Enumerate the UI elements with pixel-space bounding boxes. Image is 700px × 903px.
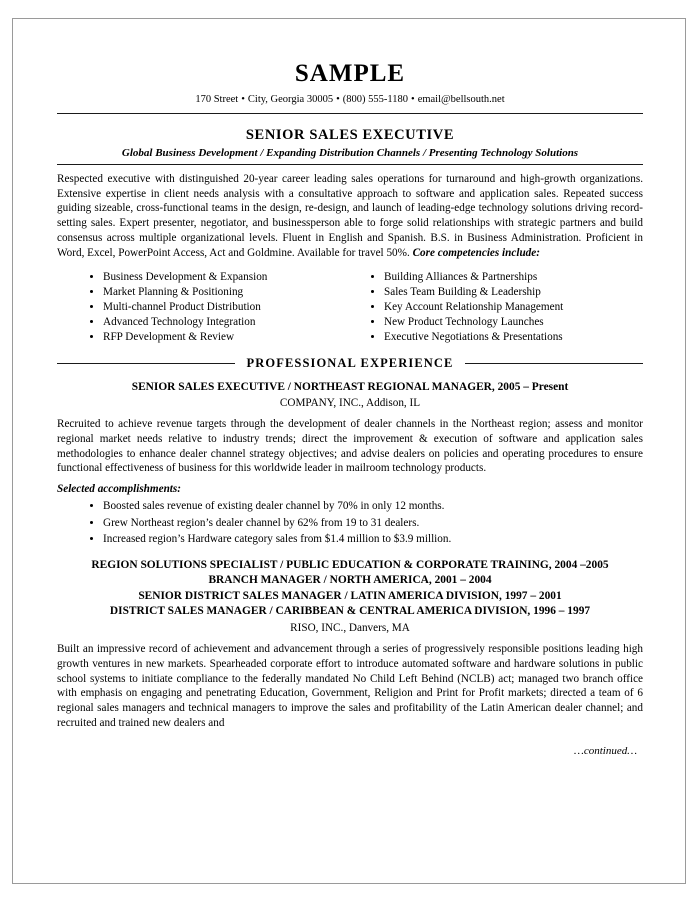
contact-separator-1: • (241, 94, 245, 106)
list-item: • New Product Technology Launches (384, 315, 643, 330)
summary-paragraph (57, 172, 643, 261)
list-item: • Building Alliances & Partnerships (384, 270, 643, 285)
experience-company-1: COMPANY, INC., Addison, IL (279, 396, 421, 409)
experience-title-1: SENIOR SALES EXECUTIVE / NORTHEAST REGIONAL MANAGER, 2005 – Present (131, 380, 569, 393)
list-item: • Boosted sales revenue of existing dealer channel by 70% in only 12 months. (103, 498, 643, 515)
list-item: • Market Planning & Positioning (103, 285, 362, 300)
summary-emphasis: Core competencies include: (412, 246, 540, 259)
experience-title-2a: REGION SOLUTIONS SPECIALIST / PUBLIC EDUCATION & CORPORATE TRAINING, 2004 –2005 (91, 558, 609, 571)
job-title: SENIOR SALES EXECUTIVE (245, 126, 455, 143)
experience-description-1: Recruited to achieve revenue targets through the development of dealer channels in the Northeast region; assess and monitor regional market needs relative to industry trends; direct the improvement & execution of software and application sales methodologies to enhance dealer channel strategy objectives; and advise dealers on policies and operating procedures to ensure functional effectiveness of business for this worldwide leader in mailroom technology products. (57, 418, 643, 475)
competencies-right-column (362, 270, 643, 346)
section-heading-professional-experience (57, 356, 643, 371)
section-rule-left (57, 363, 235, 364)
list-item: • Increased region’s Hardware category sales from $1.4 million to $3.9 million. (103, 531, 643, 548)
list-item: • Grew Northeast region’s dealer channel by 62% from 19 to 31 dealers. (103, 515, 643, 532)
tagline: Global Business Development / Expanding Distribution Channels / Presenting Technology Solutions (121, 146, 579, 159)
experience-title-2c: SENIOR DISTRICT SALES MANAGER / LATIN AMERICA DIVISION, 1997 – 2001 (138, 589, 562, 602)
header-divider (57, 113, 643, 114)
contact-separator-2: • (336, 94, 340, 106)
contact-separator-3: • (411, 94, 415, 106)
experience-title-stack-2 (57, 558, 643, 620)
contact-phone: (800) 555-1180 (342, 94, 408, 106)
contact-city: City, Georgia 30005 (247, 94, 334, 106)
contact-line (57, 94, 643, 107)
list-item: • Key Account Relationship Management (384, 300, 643, 315)
core-competencies (57, 270, 643, 346)
tagline-divider (57, 164, 643, 165)
experience-title-2d: DISTRICT SALES MANAGER / CARIBBEAN & CENTRAL AMERICA DIVISION, 1996 – 1997 (109, 605, 591, 618)
contact-street: 170 Street (195, 94, 239, 106)
competencies-left-column (81, 270, 362, 346)
list-item: • Multi-channel Product Distribution (103, 300, 362, 315)
resume-sheet (57, 61, 643, 851)
list-item: • RFP Development & Review (103, 330, 362, 345)
summary-text: Respected executive with distinguished 20-year career leading sales operations for turnaround and high-growth organizations. Extensive expertise in client needs analysis with a consultative approach to software and application sales. Repeated success guiding sizeable, cross-functional teams in the design, re-design, and launch of leading-edge technology solutions driving record-setting sales. Expert presenter, negotiator, and businessperson able to forge solid relationships with strategic partners and build consensus across multiple organizational levels. Fluent in English and Spanish. B.S. in Business Administration. Proficient in Word, Excel, PowerPoint Access, Act and Goldmine. Available for travel 50%. (57, 172, 643, 259)
list-item: • Sales Team Building & Leadership (384, 285, 643, 300)
list-item: • Business Development & Expansion (103, 270, 362, 285)
continued-note: …continued… (574, 744, 637, 757)
list-item: • Executive Negotiations & Presentations (384, 330, 643, 345)
document-page (12, 18, 686, 884)
contact-email: email@bellsouth.net (417, 94, 505, 106)
experience-description-2: Built an impressive record of achievement and advancement through a series of progressively responsible positions leading high growth ventures in new markets. Spearheaded corporate effort to introduce automated software and hardware solutions in public school systems to initiate compliance to the federally mandated No Child Left Behind (NCLB) act; managed two branch office with emphasis on engaging and penetrating Education, Government, Religion and Print for Profit markets; directed a team of 6 regional sales managers and technical managers to improve the sales and profitability of the Latin American dealer channel; and recruited and trained new dealers and (57, 643, 643, 729)
accomplishments-label: Selected accomplishments: (57, 483, 181, 496)
list-item: • Advanced Technology Integration (103, 315, 362, 330)
section-heading-label: PROFESSIONAL EXPERIENCE (246, 355, 454, 370)
experience-company-2: RISO, INC., Danvers, MA (290, 621, 410, 634)
experience-title-2b: BRANCH MANAGER / NORTH AMERICA, 2001 – 2004 (208, 574, 492, 587)
page-title: SAMPLE (294, 60, 406, 87)
accomplishments-list (57, 498, 643, 548)
section-rule-right (465, 363, 643, 364)
